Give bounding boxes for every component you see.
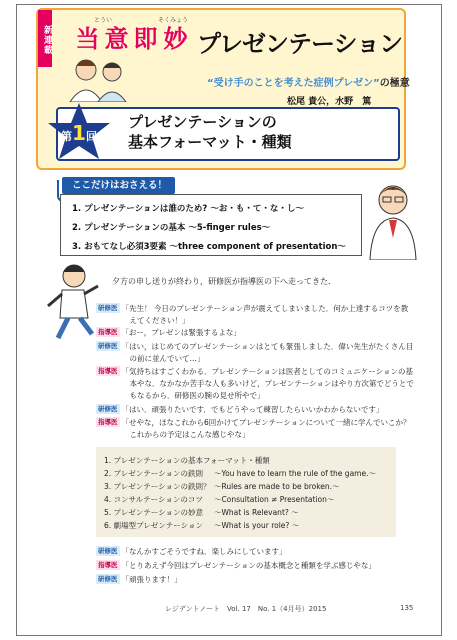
supervisor-tag: 指導医 [98,418,118,426]
ruby-toui: とうい [94,17,113,24]
supervisor-tag: 指導医 [98,561,118,569]
supervisor-tag: 指導医 [98,367,118,375]
resident-tag: 研修医 [98,405,118,413]
dialogue-line-cont: えてください！」 [122,316,190,325]
key-point-item: 1. プレゼンテーションは誰のため? 〜お・も・て・な・し〜 [72,204,304,214]
resident-tag: 研修医 [98,304,118,312]
lesson-number: 第1回 [61,121,97,145]
dialogue-line: 指導医 「とりあえず今回はプレゼンテーションの基本概念と種類を学ぶ感じやな」 [98,561,376,570]
narration: 夕方の申し送りが終わり，研修医が指導医の下へ走ってきた． [112,277,336,286]
doctors-illustration [66,54,134,102]
dialogue-line: 研修医 「はい．頑張りたいです．でもどうやって練習したらいいかわからないです」 [98,405,384,414]
resident-tag: 研修医 [98,547,118,555]
dialogue-line: 研修医 「なんかすごそうですね．楽しみにしています」 [98,547,287,556]
dialogue-line: 研修医 「先生！ 今日のプレゼンテーション声が震えてしまいました．何か上達するコツを教 [98,304,409,313]
dialogue-line: 指導医 「おー，プレゼンは緊張するよな」 [98,328,241,337]
contents-item: 6. 劇場型プレゼンテーション [104,521,203,530]
ruby-sokumyou: そくみょう [158,17,189,24]
dialogue-line: 研修医 「はい，はじめてのプレゼンテーションはとても緊張しました．偉い先生がたくさん目 [98,342,414,351]
journal-footer: レジデントノート Vol. 17 No. 1（4月号）2015 [165,605,327,613]
dialogue-line: 指導医 「気持ちはすごくわかる．プレゼンテーションは医者としてのコミュニケーションの基 [98,367,413,376]
title-kanji: 当 [75,25,100,53]
dialogue-line-cont: の前に並んでいて…」 [122,354,205,363]
resident-tag: 研修医 [98,575,118,583]
resident-illustration [44,260,102,342]
contents-item: 5. プレゼンテーションの妙意 [104,508,203,517]
contents-item: 1. プレゼンテーションの基本フォーマット・種類 [104,456,270,465]
contents-item-en: 〜You have to learn the rule of the game.〜 [214,469,376,478]
page-number: 135 [400,604,414,612]
key-point-item: 2. プレゼンテーションの基本 〜5-finger rules〜 [72,223,271,233]
title-kanji: 妙 [163,25,188,53]
resident-tag: 研修医 [98,342,118,350]
dialogue-line-cont: 本やな．なかなか苦手な人も多いけど，プレゼンテーションはやり方次第でどうとで [122,379,414,388]
title-kanji: 意 [104,25,129,53]
dialogue-line: 研修医 「頑張ります！」 [98,575,182,584]
contents-item-en: 〜What is your role? 〜 [214,521,300,530]
dialogue-line-cont: もなるから．研修医の腕の見せ所やで」 [122,391,265,400]
key-points-tab: ここだけはおさえる！ [62,177,175,194]
contents-item: 3. プレゼンテーションの鉄則？ [104,482,211,491]
contents-item-en: 〜Rules are made to be broken.〜 [214,482,340,491]
title-kanji: 即 [133,25,158,53]
dialogue-line: 指導医 「せやな，ほなこれから6回かけてプレゼンテーションについて一緒に学んでいこか？ [98,418,411,427]
supervisor-tag: 指導医 [98,328,118,336]
dialogue-line-cont: これからの予定はこんな感じやな」 [122,430,250,439]
serial-badge: 新連載 [38,10,52,67]
supervisor-illustration [362,178,424,260]
contents-item-en: 〜What is Relevant? 〜 [214,508,299,517]
contents-item: 4. コンサルテーションのコツ [104,495,203,504]
series-title: プレゼンテーション [197,30,403,58]
series-subtitle: “受け手のことを考えた症例プレゼン”の極意 [207,78,410,89]
key-point-item: 3. おもてなし必須3要素 〜three component of presentation〜 [72,242,346,252]
authors: 松尾 貴公，水野 篤 [287,97,372,107]
contents-item: 2. プレゼンテーションの鉄則 [104,469,203,478]
contents-item-en: 〜Consultation ≠ Presentation〜 [214,495,335,504]
lesson-title: プレゼンテーションの 基本フォーマット・種類 [128,113,292,151]
